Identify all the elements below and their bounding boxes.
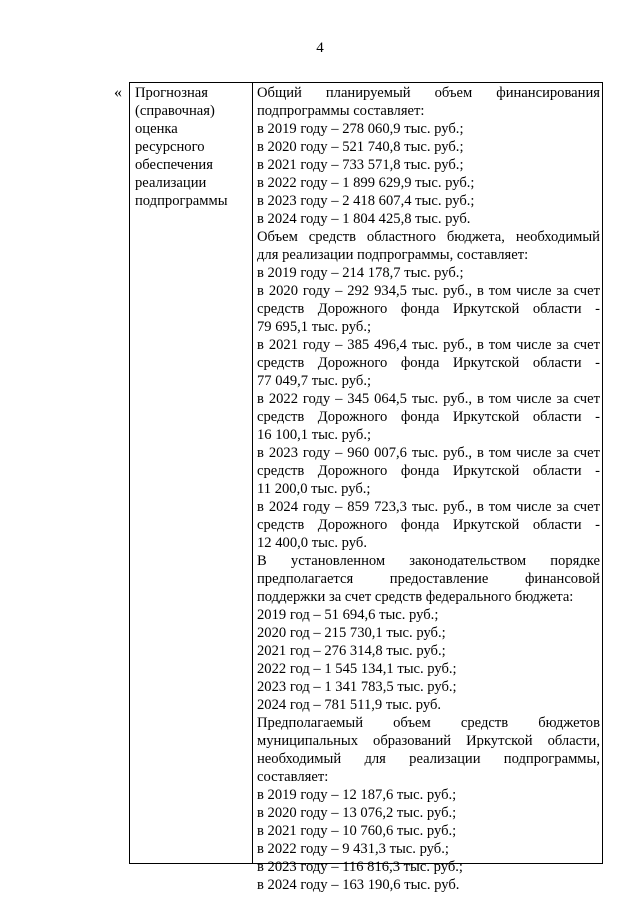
row-title-line: подпрограммы (135, 193, 228, 209)
federal-year-line: 2022 год – 1 545 134,1 тыс. руб.; (257, 661, 457, 677)
federal-intro-line: В установленном законодательством порядке (257, 553, 600, 569)
row-title-line: ресурсного (135, 139, 205, 155)
row-title-cell (135, 84, 247, 210)
row-title-line: (справочная) (135, 103, 215, 119)
total-year-line: в 2019 году – 278 060,9 тыс. руб.; (257, 121, 464, 137)
road-fund-amount: 12 400,0 тыс. руб. (257, 535, 367, 551)
federal-year-line: 2023 год – 1 341 783,5 тыс. руб.; (257, 679, 457, 695)
municipal-year-line: в 2019 году – 12 187,6 тыс. руб.; (257, 787, 457, 803)
municipal-budget-section (257, 714, 600, 894)
total-intro-line: Общий планируемый объем финансирования (257, 85, 600, 101)
total-year-line: в 2023 году – 2 418 607,4 тыс. руб.; (257, 193, 475, 209)
federal-year-line: 2019 год – 51 694,6 тыс. руб.; (257, 607, 439, 623)
road-fund-amount: 79 695,1 тыс. руб.; (257, 319, 372, 335)
regional-year-line: в 2022 году – 345 064,5 тыс. руб., в том числе за счет (257, 391, 600, 407)
row-title-line: обеспечения (135, 157, 213, 173)
road-fund-line: средств Дорожного фонда Иркутской области - (257, 301, 600, 317)
regional-year-line: в 2024 году – 859 723,3 тыс. руб., в том числе за счет (257, 499, 600, 515)
row-title-line: Прогнозная (135, 85, 208, 101)
road-fund-amount: 77 049,7 тыс. руб.; (257, 373, 372, 389)
total-year-line: в 2021 году – 733 571,8 тыс. руб.; (257, 157, 464, 173)
municipal-year-line: в 2022 году – 9 431,3 тыс. руб.; (257, 841, 449, 857)
municipal-year-line: в 2023 году – 116 816,3 тыс. руб.; (257, 859, 463, 875)
total-year-line: в 2024 году – 1 804 425,8 тыс. руб. (257, 211, 471, 227)
page-number: 4 (316, 40, 324, 56)
road-fund-line: средств Дорожного фонда Иркутской области - (257, 517, 600, 533)
municipal-intro-line: необходимый для реализации подпрограммы, (257, 751, 600, 767)
column-divider (252, 83, 253, 863)
regional-year-line: в 2019 году – 214 178,7 тыс. руб.; (257, 265, 464, 281)
row-title-line: оценка (135, 121, 178, 137)
row-title-line: реализации (135, 175, 207, 191)
municipal-year-line: в 2020 году – 13 076,2 тыс. руб.; (257, 805, 457, 821)
regional-budget-section (257, 228, 600, 552)
federal-year-line: 2024 год – 781 511,9 тыс. руб. (257, 697, 442, 713)
federal-intro-line: поддержки за счет средств федерального бюджета: (257, 589, 574, 605)
opening-quote-mark: « (114, 84, 122, 101)
road-fund-amount: 16 100,1 тыс. руб.; (257, 427, 372, 443)
federal-budget-section (257, 552, 600, 714)
road-fund-line: средств Дорожного фонда Иркутской области - (257, 355, 600, 371)
regional-intro-line: Объем средств областного бюджета, необходимый (257, 229, 600, 245)
municipal-intro-line: Предполагаемый объем средств бюджетов (257, 715, 600, 731)
road-fund-amount: 11 200,0 тыс. руб.; (257, 481, 371, 497)
regional-year-line: в 2020 году – 292 934,5 тыс. руб., в том числе за счет (257, 283, 600, 299)
total-financing-section (257, 84, 600, 228)
federal-year-line: 2020 год – 215 730,1 тыс. руб.; (257, 625, 446, 641)
road-fund-line: средств Дорожного фонда Иркутской области - (257, 463, 600, 479)
total-intro-line: подпрограммы составляет: (257, 103, 425, 119)
regional-year-line: в 2023 году – 960 007,6 тыс. руб., в том числе за счет (257, 445, 600, 461)
resource-estimate-table (129, 82, 603, 893)
municipal-year-line: в 2024 году – 163 190,6 тыс. руб. (257, 877, 460, 893)
total-year-line: в 2022 году – 1 899 629,9 тыс. руб.; (257, 175, 475, 191)
regional-intro-line: для реализации подпрограммы, составляет: (257, 247, 529, 263)
regional-year-line: в 2021 году – 385 496,4 тыс. руб., в том числе за счет (257, 337, 600, 353)
total-year-line: в 2020 году – 521 740,8 тыс. руб.; (257, 139, 464, 155)
row-content-cell (257, 84, 600, 894)
federal-intro-line: предполагается предоставление финансовой (257, 571, 600, 587)
federal-year-line: 2021 год – 276 314,8 тыс. руб.; (257, 643, 446, 659)
municipal-intro-line: муниципальных образований Иркутской области, (257, 733, 600, 749)
municipal-year-line: в 2021 году – 10 760,6 тыс. руб.; (257, 823, 457, 839)
road-fund-line: средств Дорожного фонда Иркутской области - (257, 409, 600, 425)
municipal-intro-line: составляет: (257, 769, 329, 785)
